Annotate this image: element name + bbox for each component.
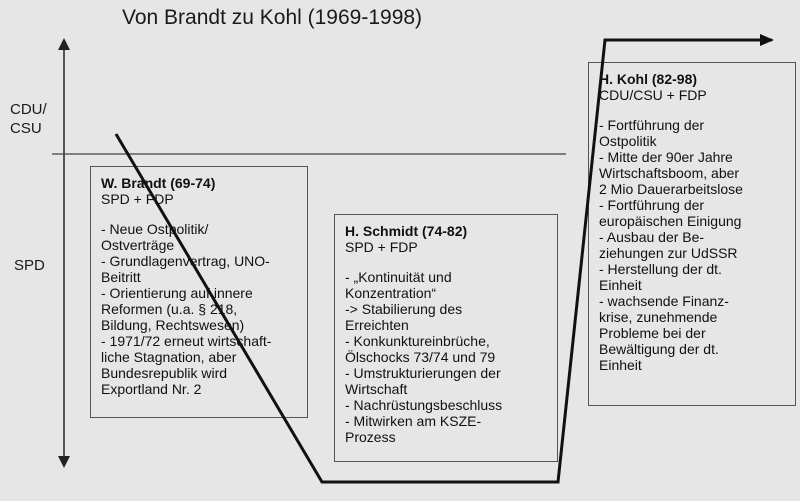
axis-bottom-arrow-icon: [58, 456, 70, 468]
box-brandt: [90, 166, 308, 418]
box-kohl-name: H. Kohl (82-98): [599, 71, 698, 87]
box-brandt-list: [101, 221, 301, 397]
axis-label-cdu-csu: CDU/ CSU: [10, 101, 47, 137]
box-schmidt-name: H. Schmidt (74-82): [345, 223, 468, 239]
list-item: - Grundlagenvertrag, UNO- Beitritt: [101, 253, 270, 285]
list-item: - Ausbau der Be- ziehungen zur UdSSR: [599, 229, 738, 261]
list-item: - Neue Ostpolitik/ Ostverträge: [101, 221, 209, 253]
list-item: - Orientierung auf innere Reformen (u.a. § 218, Bildung, Rechtswesen): [101, 285, 253, 333]
list-item: - 1971/72 erneut wirtschaft- liche Stagnation, aber Bundesrepublik wird Exportland Nr. 2: [101, 333, 272, 397]
box-schmidt: [334, 214, 558, 462]
box-kohl: [588, 62, 796, 406]
list-item: - wachsende Finanz- krise, zunehmende Probleme bei der Bewältigung der dt. Einheit: [599, 293, 729, 373]
box-schmidt-list: [345, 269, 551, 445]
list-item: - Nachrüstungsbeschluss: [345, 397, 503, 413]
box-schmidt-party: SPD + FDP: [345, 239, 418, 255]
list-item: - Umstrukturierungen der Wirtschaft: [345, 365, 501, 397]
axis-top-arrow-icon: [58, 38, 70, 50]
list-item: - Mitte der 90er Jahre Wirtschaftsboom, aber 2 Mio Dauerarbeitslose: [599, 149, 743, 197]
box-kohl-list: [599, 117, 789, 373]
list-item: - Fortführung der Ostpolitik: [599, 117, 705, 149]
list-item: - „Kontinuität und Konzentration“: [345, 269, 452, 301]
box-kohl-party: CDU/CSU + FDP: [599, 87, 707, 103]
list-item: - Mitwirken am KSZE- Prozess: [345, 413, 482, 445]
axis-label-spd: SPD: [14, 257, 45, 274]
list-item: -> Stabilierung des Erreichten: [345, 301, 463, 333]
page-title: Von Brandt zu Kohl (1969-1998): [122, 6, 423, 29]
list-item: - Fortführung der europäischen Einigung: [599, 197, 742, 229]
box-brandt-name: W. Brandt (69-74): [101, 175, 216, 191]
list-item: - Herstellung der dt. Einheit: [599, 261, 722, 293]
box-brandt-party: SPD + FDP: [101, 191, 174, 207]
list-item: - Konkunktureinbrüche, Ölschocks 73/74 und 79: [345, 333, 496, 365]
